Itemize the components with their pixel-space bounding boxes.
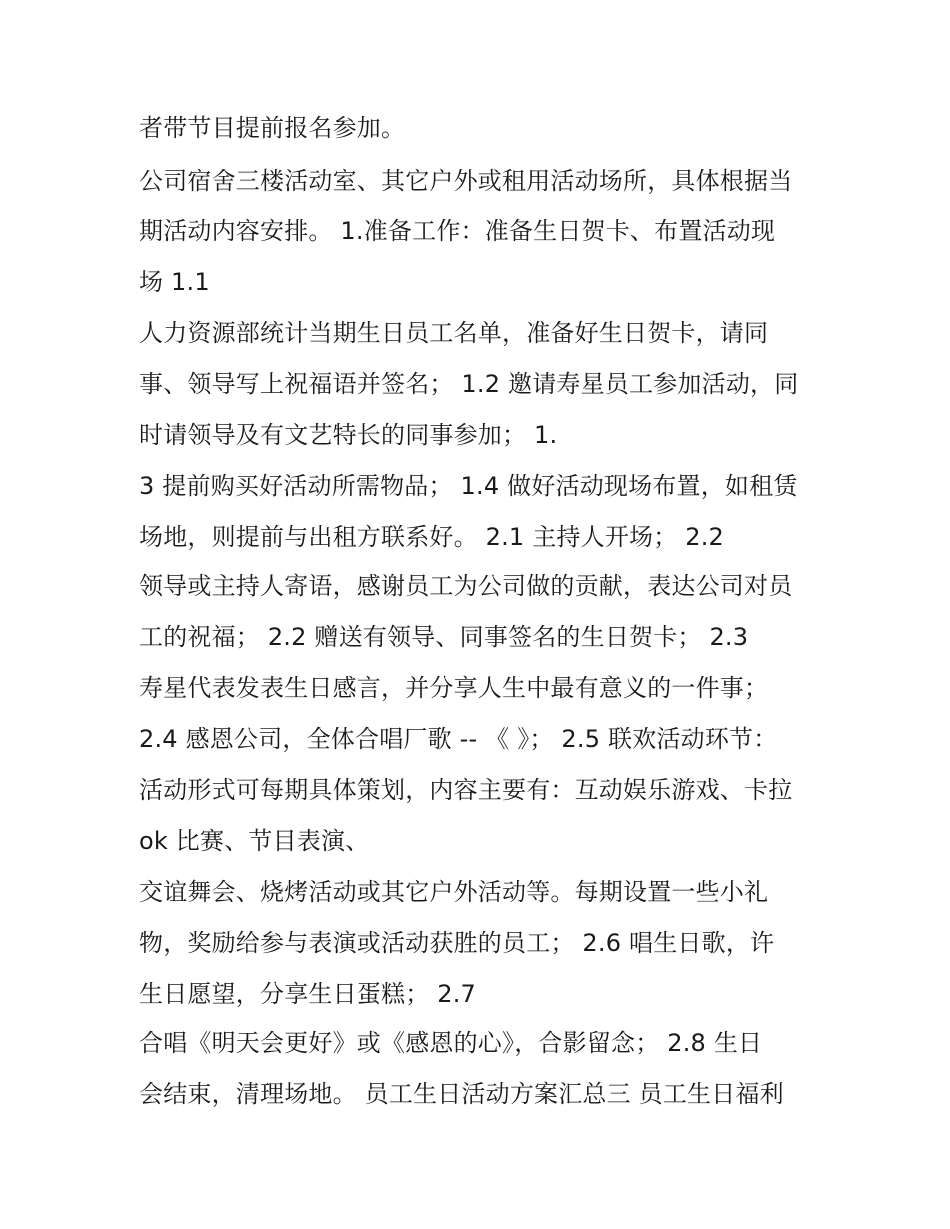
text-line: 交谊舞会、烧烤活动或其它户外活动等。每期设置一些小礼 [139, 878, 769, 906]
text-line: 场地，则提前与出租方联系好。 2.1 主持人开场； 2.2 [139, 523, 725, 551]
text-line: 3 提前购买好活动所需物品； 1.4 做好活动现场布置，如租赁 [139, 472, 798, 500]
text-line: 事、领导写上祝福语并签名； 1.2 邀请寿星员工参加活动，同 [139, 370, 799, 398]
text-line: 期活动内容安排。 1.准备工作：准备生日贺卡、布置活动现 [139, 217, 776, 245]
text-line: 生日愿望，分享生日蛋糕； 2.7 [139, 980, 476, 1008]
text-line: 合唱《明天会更好》或《感恩的心》，合影留念； 2.8 生日 [139, 1029, 763, 1057]
text-line: 会结束，清理场地。 员工生日活动方案汇总三 员工生日福利 [139, 1080, 784, 1108]
text-line: 者带节目提前报名参加。 [139, 114, 406, 142]
text-line: 2.4 感恩公司，全体合唱厂歌 -- 《 》； 2.5 联欢活动环节： [139, 725, 778, 753]
text-line: 领导或主持人寄语，感谢员工为公司做的贡献，表达公司对员 [139, 572, 793, 600]
text-line: 公司宿舍三楼活动室、其它户外或租用活动场所，具体根据当 [139, 167, 793, 195]
text-line: 人力资源部统计当期生日员工名单，准备好生日贺卡，请同 [139, 319, 769, 347]
text-line: 场 1.1 [139, 268, 210, 296]
text-line: 活动形式可每期具体策划，内容主要有：互动娱乐游戏、卡拉 [139, 776, 793, 804]
text-line: 物，奖励给参与表演或活动获胜的员工； 2.6 唱生日歌，许 [139, 929, 775, 957]
text-line: ok 比赛、节目表演、 [139, 827, 370, 855]
text-line: 工的祝福； 2.2 赠送有领导、同事签名的生日贺卡； 2.3 [139, 623, 749, 651]
text-line: 时请领导及有文艺特长的同事参加； 1. [139, 421, 558, 449]
text-line: 寿星代表发表生日感言，并分享人生中最有意义的一件事； [139, 674, 769, 702]
